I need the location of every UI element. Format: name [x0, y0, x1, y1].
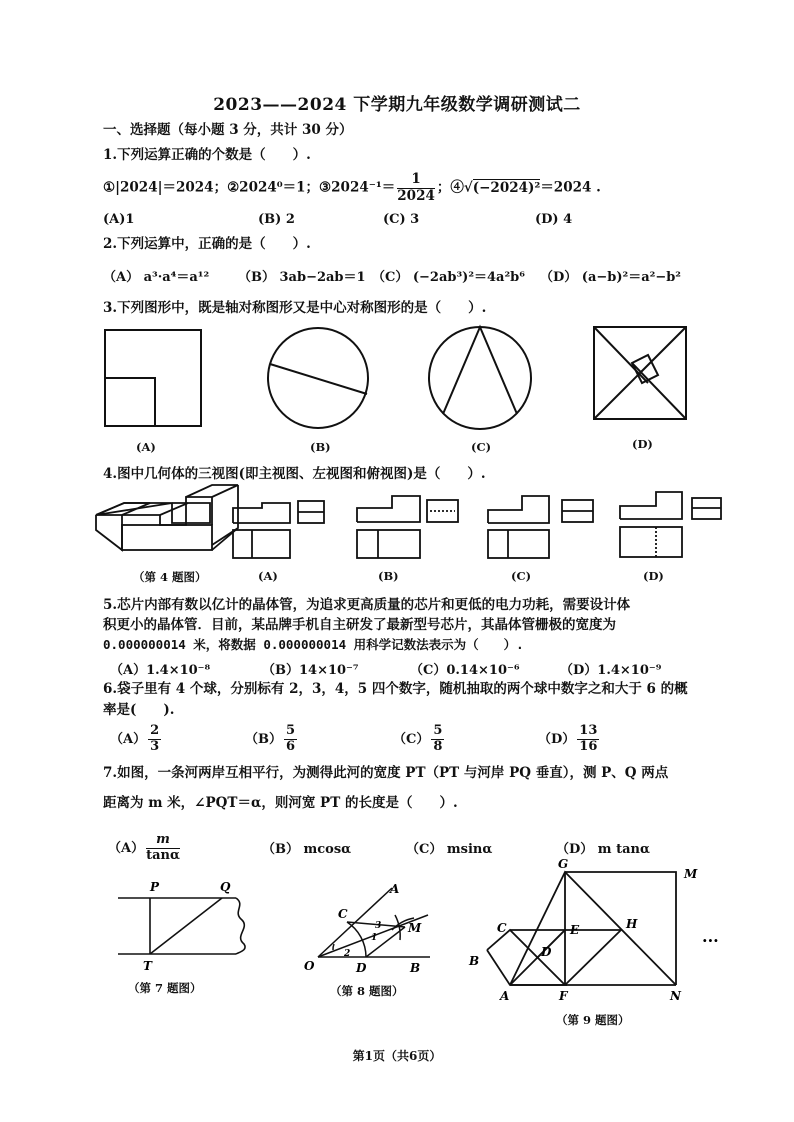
q4-label-b: (B) [378, 569, 399, 583]
fig8-label-d: D [356, 961, 367, 975]
q6-a-label: （A） [110, 731, 147, 747]
fig9-caption: （第 9 题图） [556, 1013, 630, 1027]
q6-c-label: （C） [393, 731, 430, 747]
fig8-label-a: A [390, 882, 400, 896]
q2-option-d: （D） (a−b)²＝a²−b² [540, 270, 681, 285]
fig9-label-m: M [684, 867, 698, 881]
q5-option-a: （A）1.4×10⁻⁸ [110, 663, 211, 678]
q5-option-b: （B）14×10⁻⁷ [262, 663, 359, 678]
fig9-label-a: A [500, 989, 510, 1003]
fig8-angle-arc [333, 944, 334, 950]
q1-stem: 1.下列运算正确的个数是（ ）. [103, 147, 311, 163]
fig8-label-c: C [338, 907, 348, 921]
q3-stem: 3.下列图形中，既是轴对称图形又是中心对称图形的是（ ）. [103, 300, 487, 316]
page-footer: 第1页（共6页） [352, 1049, 442, 1063]
fig9-label-c: C [497, 921, 507, 935]
q2-stem: 2.下列运算中，正确的是（ ）. [103, 236, 311, 252]
fig7-segment-tq [150, 898, 222, 954]
q4-stem: 4.图中几何体的三视图(即主视图、左视图和俯视图)是（ ）. [103, 466, 486, 482]
q7-a-label: （A） [108, 840, 145, 856]
q1-expr-part1: ①|2024|＝2024；②2024⁰＝1；③2024⁻¹＝ [103, 179, 396, 196]
q4-caption: （第 4 题图） [133, 570, 207, 584]
q6-c-den: 8 [433, 738, 443, 754]
q2-option-c: （C） (−2ab³)²＝4a²b⁶ [372, 270, 525, 285]
fig8-angle-2: 2 [344, 949, 351, 959]
q6-d-label: （D） [538, 731, 576, 747]
q6-b-num: 5 [286, 723, 296, 738]
q4-label-d: (D) [643, 569, 664, 583]
q2-option-b: （B） 3ab−2ab＝1 [238, 270, 366, 285]
sqrt-symbol: √ [463, 179, 473, 196]
q1-option-a: (A)1 [103, 212, 135, 227]
fig9-label-b: B [469, 954, 480, 968]
fig9-segment-fh [565, 930, 621, 985]
fig7-label-q: Q [220, 880, 231, 894]
q1-expr-part2: ；④ [436, 179, 464, 196]
q4-label-c: (C) [511, 569, 532, 583]
fig7-river [118, 898, 245, 954]
fig9-triangle [510, 872, 676, 985]
q7-option-d: （D） m tanα [556, 842, 650, 857]
q4-label-a: (A) [258, 569, 278, 583]
q1-frac-num: 1 [397, 172, 435, 189]
q6-a-den: 3 [150, 738, 160, 754]
q5-line2: 积更小的晶体管．目前，某品牌手机自主研发了最新型号芯片，其晶体管栅极的宽度为 [103, 617, 616, 633]
q6-a-num: 2 [150, 723, 160, 738]
q1-sqrt-content: (−2024)² [472, 179, 541, 196]
q7-a-den: tanα [146, 847, 180, 863]
q6-b-den: 6 [286, 738, 296, 754]
q7-option-c: （C） msinα [406, 842, 493, 857]
q6-b-label: （B） [245, 731, 282, 747]
fig7-label-t: T [143, 959, 152, 973]
fig9-ellipsis: ··· [702, 931, 719, 950]
q3-label-c: (C) [471, 440, 492, 454]
fig9-label-h: H [626, 917, 638, 931]
q2-option-a: （A） a³·a⁴＝a¹² [103, 270, 210, 285]
fig8-label-b: B [410, 961, 421, 975]
page-title: 2023——2024 下学期九年级数学调研测试二 [213, 95, 581, 115]
fig9-label-n: N [670, 989, 681, 1003]
fig7-caption: （第 7 题图） [128, 981, 202, 995]
q1-option-c: (C) 3 [383, 212, 420, 227]
q7-line1: 7.如图，一条河两岸互相平行，为测得此河的宽度 PT（PT 与河岸 PQ 垂直），测 P、Q 两点 [103, 765, 669, 781]
q7-line2: 距离为 m 米，∠PQT＝α，则河宽 PT 的长度是（ ）. [103, 795, 458, 811]
q1-option-d: (D) 4 [535, 212, 573, 227]
fig8-label-m: M [408, 921, 422, 935]
q5-option-d: （D）1.4×10⁻⁹ [560, 663, 662, 678]
section-heading: 一、选择题（每小题 3 分，共计 30 分） [103, 122, 353, 138]
q3-label-a: (A) [136, 440, 156, 454]
fig7-label-p: P [150, 880, 160, 894]
q6-line2: 率是( ). [103, 702, 175, 718]
q5-line1: 5.芯片内部有数以亿计的晶体管，为追求更高质量的芯片和更低的电力功耗，需要设计体 [103, 597, 631, 613]
fig8-caption: （第 8 题图） [330, 984, 404, 998]
q7-option-b: （B） mcosα [262, 842, 352, 857]
fig8-angle-3: 3 [375, 921, 382, 931]
q6-c-num: 5 [433, 723, 443, 738]
fig8-label-o: O [304, 959, 315, 973]
fig8-angle-1: 1 [371, 933, 378, 943]
q5-option-c: （C）0.14×10⁻⁶ [410, 663, 520, 678]
q7-a-num: m [146, 833, 180, 849]
fig7-wavy-edge [236, 898, 245, 954]
q5-line3: 0.000000014 米，将数据 0.000000014 用科学记数法表示为（ ）. [103, 637, 524, 652]
q6-d-num: 13 [579, 723, 598, 738]
fig9-squares [487, 872, 676, 985]
fig9-label-g: G [558, 857, 569, 871]
q1-frac-den: 2024 [397, 187, 435, 204]
fig9-small-square [487, 930, 565, 985]
q3-label-b: (B) [310, 440, 331, 454]
q6-d-den: 16 [579, 738, 598, 754]
q1-expr-part3: ＝2024 . [540, 179, 601, 196]
q1-option-b: (B) 2 [258, 212, 295, 227]
q3-label-d: (D) [632, 437, 653, 451]
q6-line1: 6.袋子里有 4 个球，分别标有 2，3，4，5 四个数字，随机抽取的两个球中数字之和大于 6 的概 [103, 681, 688, 697]
fig9-label-d: D [541, 945, 552, 959]
fig9-label-f: F [559, 989, 568, 1003]
fig9-label-e: E [570, 923, 580, 937]
